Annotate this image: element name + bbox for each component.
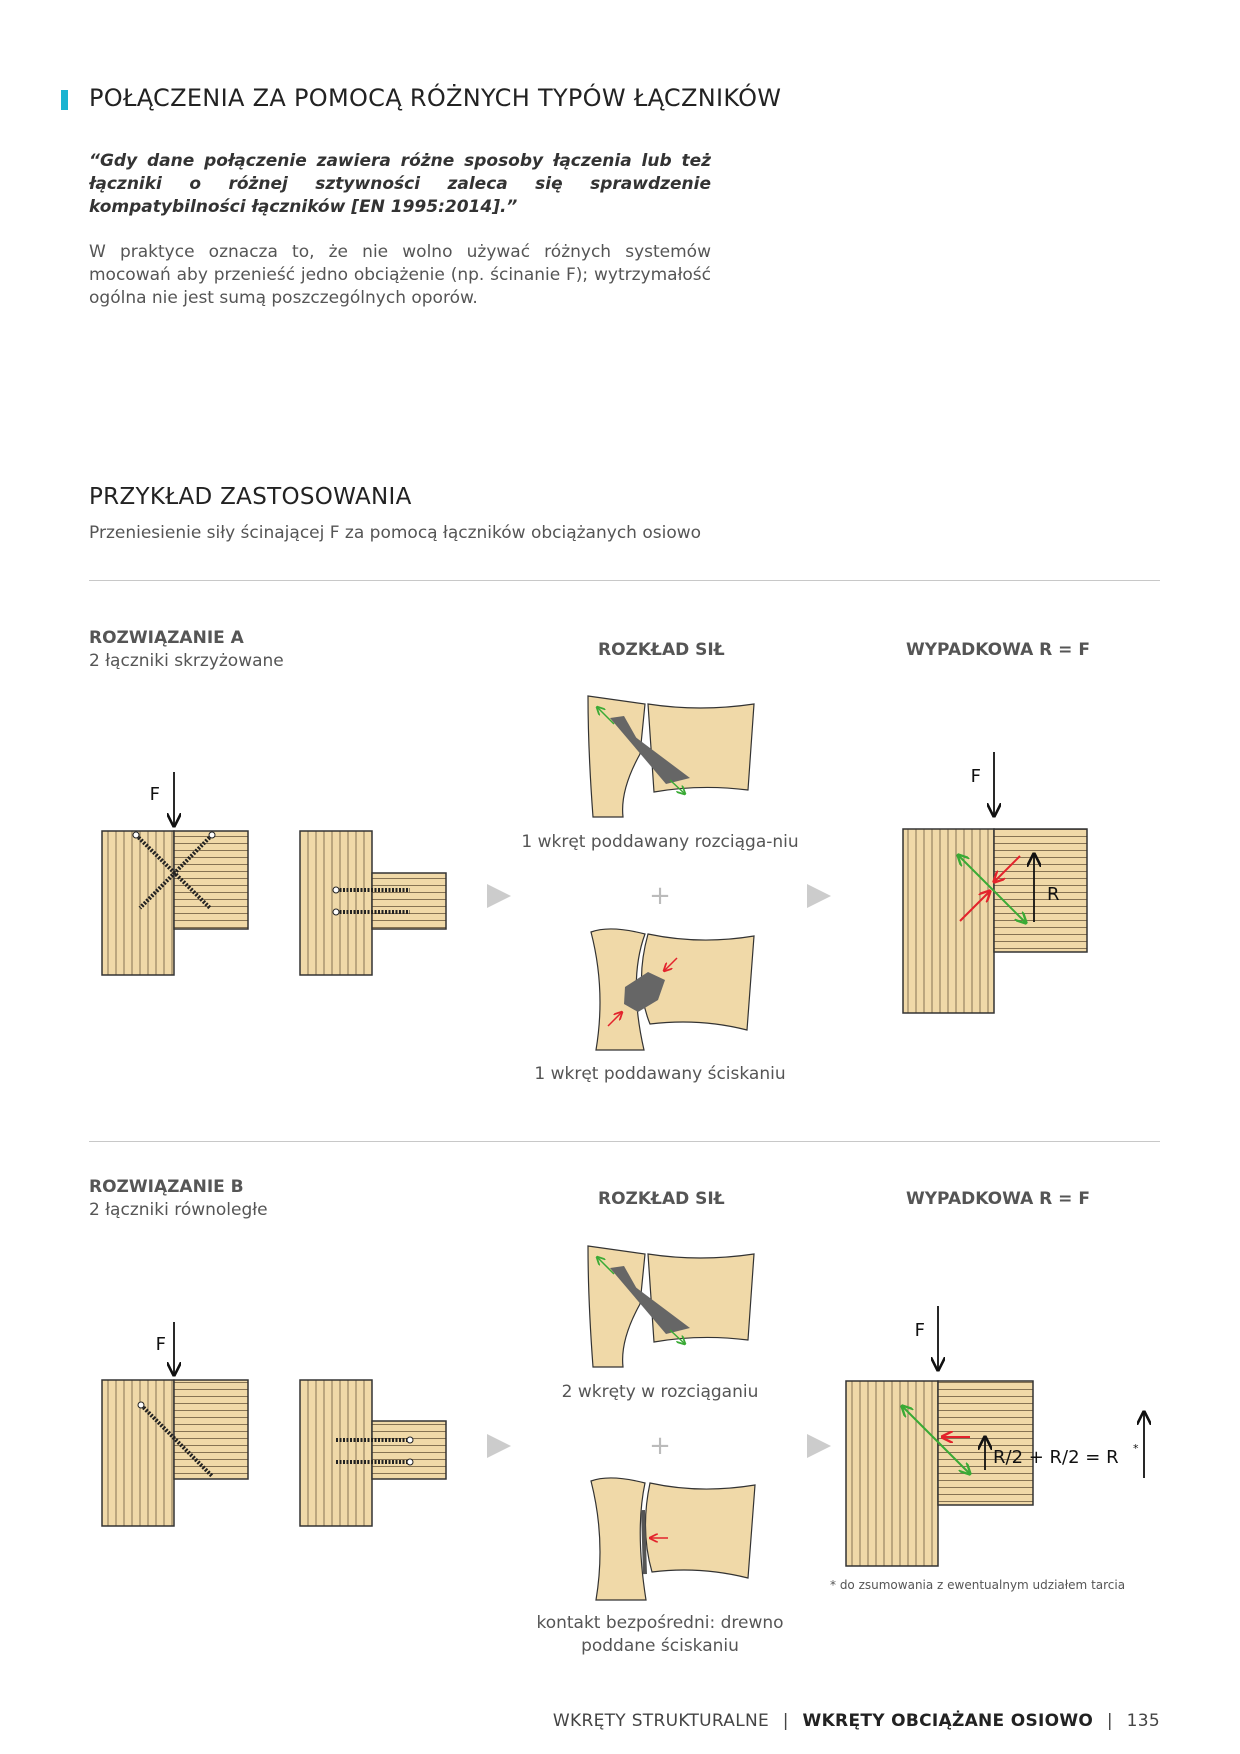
solution-b-joint-side-view: [102, 1322, 248, 1526]
page-number: 135: [1126, 1711, 1160, 1731]
solution-b-result-header: WYPADKOWA R = F: [906, 1189, 1090, 1209]
direct-contact-diagram: [591, 1478, 755, 1600]
play-arrow-icon: [487, 1434, 511, 1458]
example-title: PRZYKŁAD ZASTOSOWANIA: [89, 484, 412, 510]
footer-separator: |: [782, 1711, 789, 1731]
solution-b-result-diagram: [846, 1306, 1144, 1566]
play-arrow-icon: [487, 884, 511, 908]
solution-a-result-diagram: [903, 752, 1087, 1013]
force-label: F: [149, 784, 160, 805]
tension-force-diagram: [588, 696, 754, 817]
plus-sign: +: [649, 1431, 671, 1461]
body-paragraph: W praktyce oznacza to, że nie wolno używać różnych systemów mocowań aby przenieść jedno obciążenie (np. ścinanie F); wytrzymałość ogólna nie jest sumą poszczególnych oporów.: [89, 242, 711, 308]
result-equation: R/2 + R/2 = R: [993, 1447, 1119, 1468]
caption-direct-contact: kontakt bezpośredni: drewno poddane ściskaniu: [536, 1613, 784, 1656]
tension-force-diagram: [588, 1246, 754, 1367]
result-asterisk: *: [1133, 1442, 1139, 1455]
play-arrow-icon: [807, 884, 831, 908]
solution-b-title: ROZWIĄZANIE B: [89, 1177, 244, 1197]
result-label: R: [1047, 884, 1060, 905]
solution-b-subtitle: 2 łączniki równoległe: [89, 1200, 268, 1220]
solution-a-title: ROZWIĄZANIE A: [89, 628, 244, 648]
plus-sign: +: [649, 881, 671, 911]
caption-one-screw-tension: 1 wkręt poddawany rozciąga-niu: [521, 832, 799, 852]
force-label: F: [155, 1334, 166, 1355]
compression-force-diagram: [591, 929, 754, 1050]
solution-a-joint-side-view: [102, 772, 248, 975]
example-subtitle: Przeniesienie siły ścinającej F za pomocą łączników obciążanych osiowo: [89, 523, 702, 543]
caption-two-screws-tension: 2 wkręty w rozciąganiu: [561, 1382, 759, 1402]
footer-separator: |: [1106, 1711, 1113, 1731]
force-label: F: [970, 766, 981, 787]
caption-one-screw-compression: 1 wkręt poddawany ściskaniu: [534, 1064, 786, 1084]
quote-text: “Gdy dane połączenie zawiera różne sposoby łączenia lub też łączniki o różnej sztywności zaleca się sprawdzenie kompatybilności łączników [EN 1995:2014].”: [89, 151, 711, 217]
footer-section: WKRĘTY STRUKTURALNE: [552, 1711, 770, 1731]
footnote: * do zsumowania z ewentualnym udziałem tarcia: [830, 1578, 1126, 1592]
page-title: POŁĄCZENIA ZA POMOCĄ RÓŻNYCH TYPÓW ŁĄCZNIKÓW: [89, 84, 782, 112]
force-label: F: [914, 1320, 925, 1341]
play-arrow-icon: [807, 1434, 831, 1458]
solution-b-joint-top-view: [300, 1380, 446, 1526]
solution-a-forces-header: ROZKŁAD SIŁ: [598, 640, 725, 660]
footer-chapter: WKRĘTY OBCIĄŻANE OSIOWO: [802, 1711, 1094, 1731]
solution-a-joint-top-view: [300, 831, 446, 975]
solution-a-subtitle: 2 łączniki skrzyżowane: [89, 651, 284, 671]
solution-a-result-header: WYPADKOWA R = F: [906, 640, 1090, 660]
solution-b-forces-header: ROZKŁAD SIŁ: [598, 1189, 725, 1209]
